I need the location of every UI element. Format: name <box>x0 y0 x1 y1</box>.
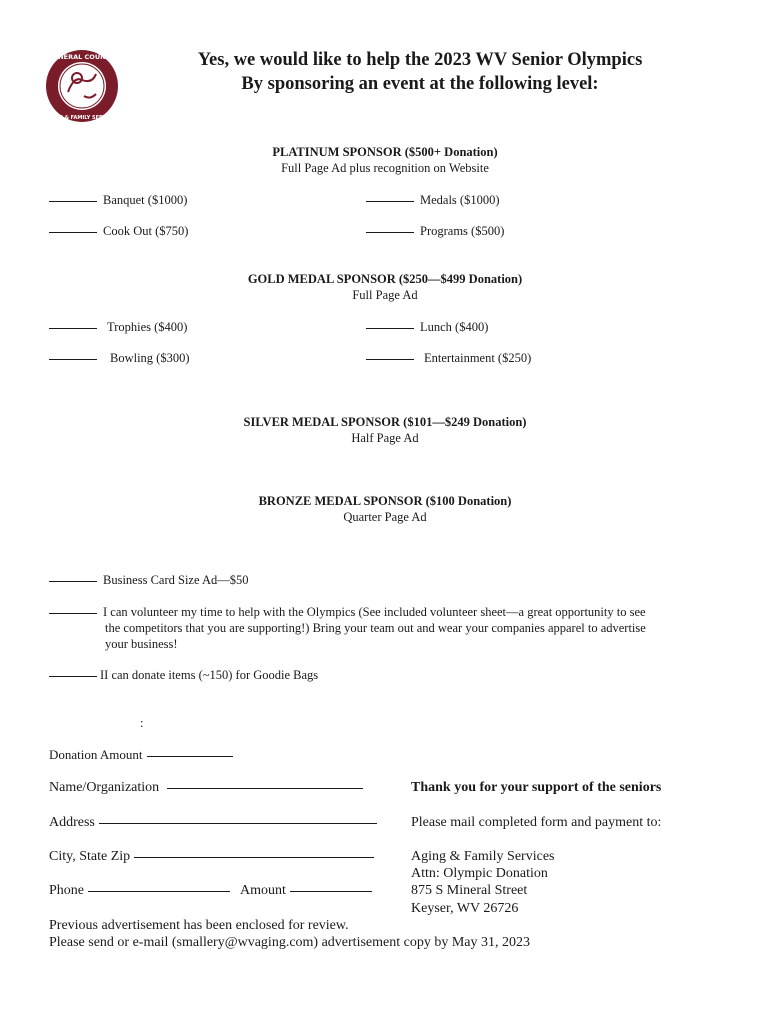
option-medals[interactable]: Medals ($1000) <box>366 193 500 208</box>
name-organization-line[interactable] <box>167 788 363 789</box>
option-cook-out[interactable]: Cook Out ($750) <box>49 224 188 239</box>
svg-text:MINERAL COUNTY: MINERAL COUNTY <box>49 53 115 61</box>
volunteer-text-line-3: your business! <box>105 637 178 651</box>
option-bowling[interactable]: Bowling ($300) <box>49 351 190 366</box>
option-lunch[interactable]: Lunch ($400) <box>366 320 488 335</box>
platinum-heading: PLATINUM SPONSOR ($500+ Donation) <box>272 145 498 159</box>
blank-line <box>49 201 97 202</box>
stray-colon: : <box>140 716 144 730</box>
mail-street: 875 S Mineral Street <box>411 883 528 898</box>
bronze-subtitle: Quarter Page Ad <box>343 510 427 524</box>
city-state-zip-line[interactable] <box>134 857 374 858</box>
option-entertainment[interactable]: Entertainment ($250) <box>366 351 531 366</box>
blank-line <box>366 201 414 202</box>
mail-city: Keyser, WV 26726 <box>411 901 519 916</box>
header-line-1: Yes, we would like to help the 2023 WV Senior Olympics <box>197 50 643 70</box>
blank-line <box>366 328 414 329</box>
donation-amount-line[interactable] <box>147 756 233 757</box>
silver-heading: SILVER MEDAL SPONSOR ($101—$249 Donation) <box>243 415 527 429</box>
send-copy-note: Please send or e-mail (smallery@wvaging.com) advertisement copy by May 31, 2023 <box>49 935 530 950</box>
option-banquet[interactable]: Banquet ($1000) <box>49 193 187 208</box>
amount-line[interactable] <box>290 891 372 892</box>
donation-amount-field[interactable]: Donation Amount <box>49 747 233 763</box>
platinum-subtitle: Full Page Ad plus recognition on Website <box>281 161 489 175</box>
mail-org: Aging & Family Services <box>411 849 555 864</box>
phone-field[interactable]: Phone Amount <box>49 883 372 899</box>
volunteer-text-line-2: the competitors that you are supporting!) Bring your team out and wear your companies apparel to advertise <box>105 621 646 635</box>
silver-subtitle: Half Page Ad <box>351 431 419 445</box>
thank-you-message: Thank you for your support of the seniors <box>411 780 662 795</box>
option-goodie-bags[interactable]: II can donate items (~150) for Goodie Bags <box>49 668 318 683</box>
option-business-card-ad[interactable]: Business Card Size Ad—$50 <box>49 573 248 588</box>
blank-line <box>49 359 97 360</box>
option-programs[interactable]: Programs ($500) <box>366 224 504 239</box>
blank-line <box>49 676 97 677</box>
blank-line <box>366 359 414 360</box>
bronze-heading: BRONZE MEDAL SPONSOR ($100 Donation) <box>258 494 512 508</box>
gold-subtitle: Full Page Ad <box>352 288 418 302</box>
city-state-zip-field[interactable]: City, State Zip <box>49 849 374 865</box>
option-volunteer[interactable]: I can volunteer my time to help with the Olympics (See included volunteer sheet—a great opportunity to see <box>49 605 646 620</box>
previous-ad-note: Previous advertisement has been enclosed for review. <box>49 918 349 933</box>
mail-instruction: Please mail completed form and payment to: <box>411 815 662 830</box>
option-trophies[interactable]: Trophies ($400) <box>49 320 187 335</box>
blank-line <box>49 232 97 233</box>
header-line-2: By sponsoring an event at the following level: <box>241 74 599 94</box>
blank-line <box>49 581 97 582</box>
mail-attn: Attn: Olympic Donation <box>411 866 548 881</box>
address-field[interactable]: Address <box>49 815 377 831</box>
svg-text:AGING & FAMILY SERVICES: AGING & FAMILY SERVICES <box>44 115 120 121</box>
blank-line <box>49 328 97 329</box>
address-line[interactable] <box>99 823 377 824</box>
blank-line <box>49 613 97 614</box>
phone-line[interactable] <box>88 891 230 892</box>
blank-line <box>366 232 414 233</box>
gold-heading: GOLD MEDAL SPONSOR ($250—$499 Donation) <box>247 272 523 286</box>
name-organization-field[interactable]: Name/Organization <box>49 780 363 796</box>
